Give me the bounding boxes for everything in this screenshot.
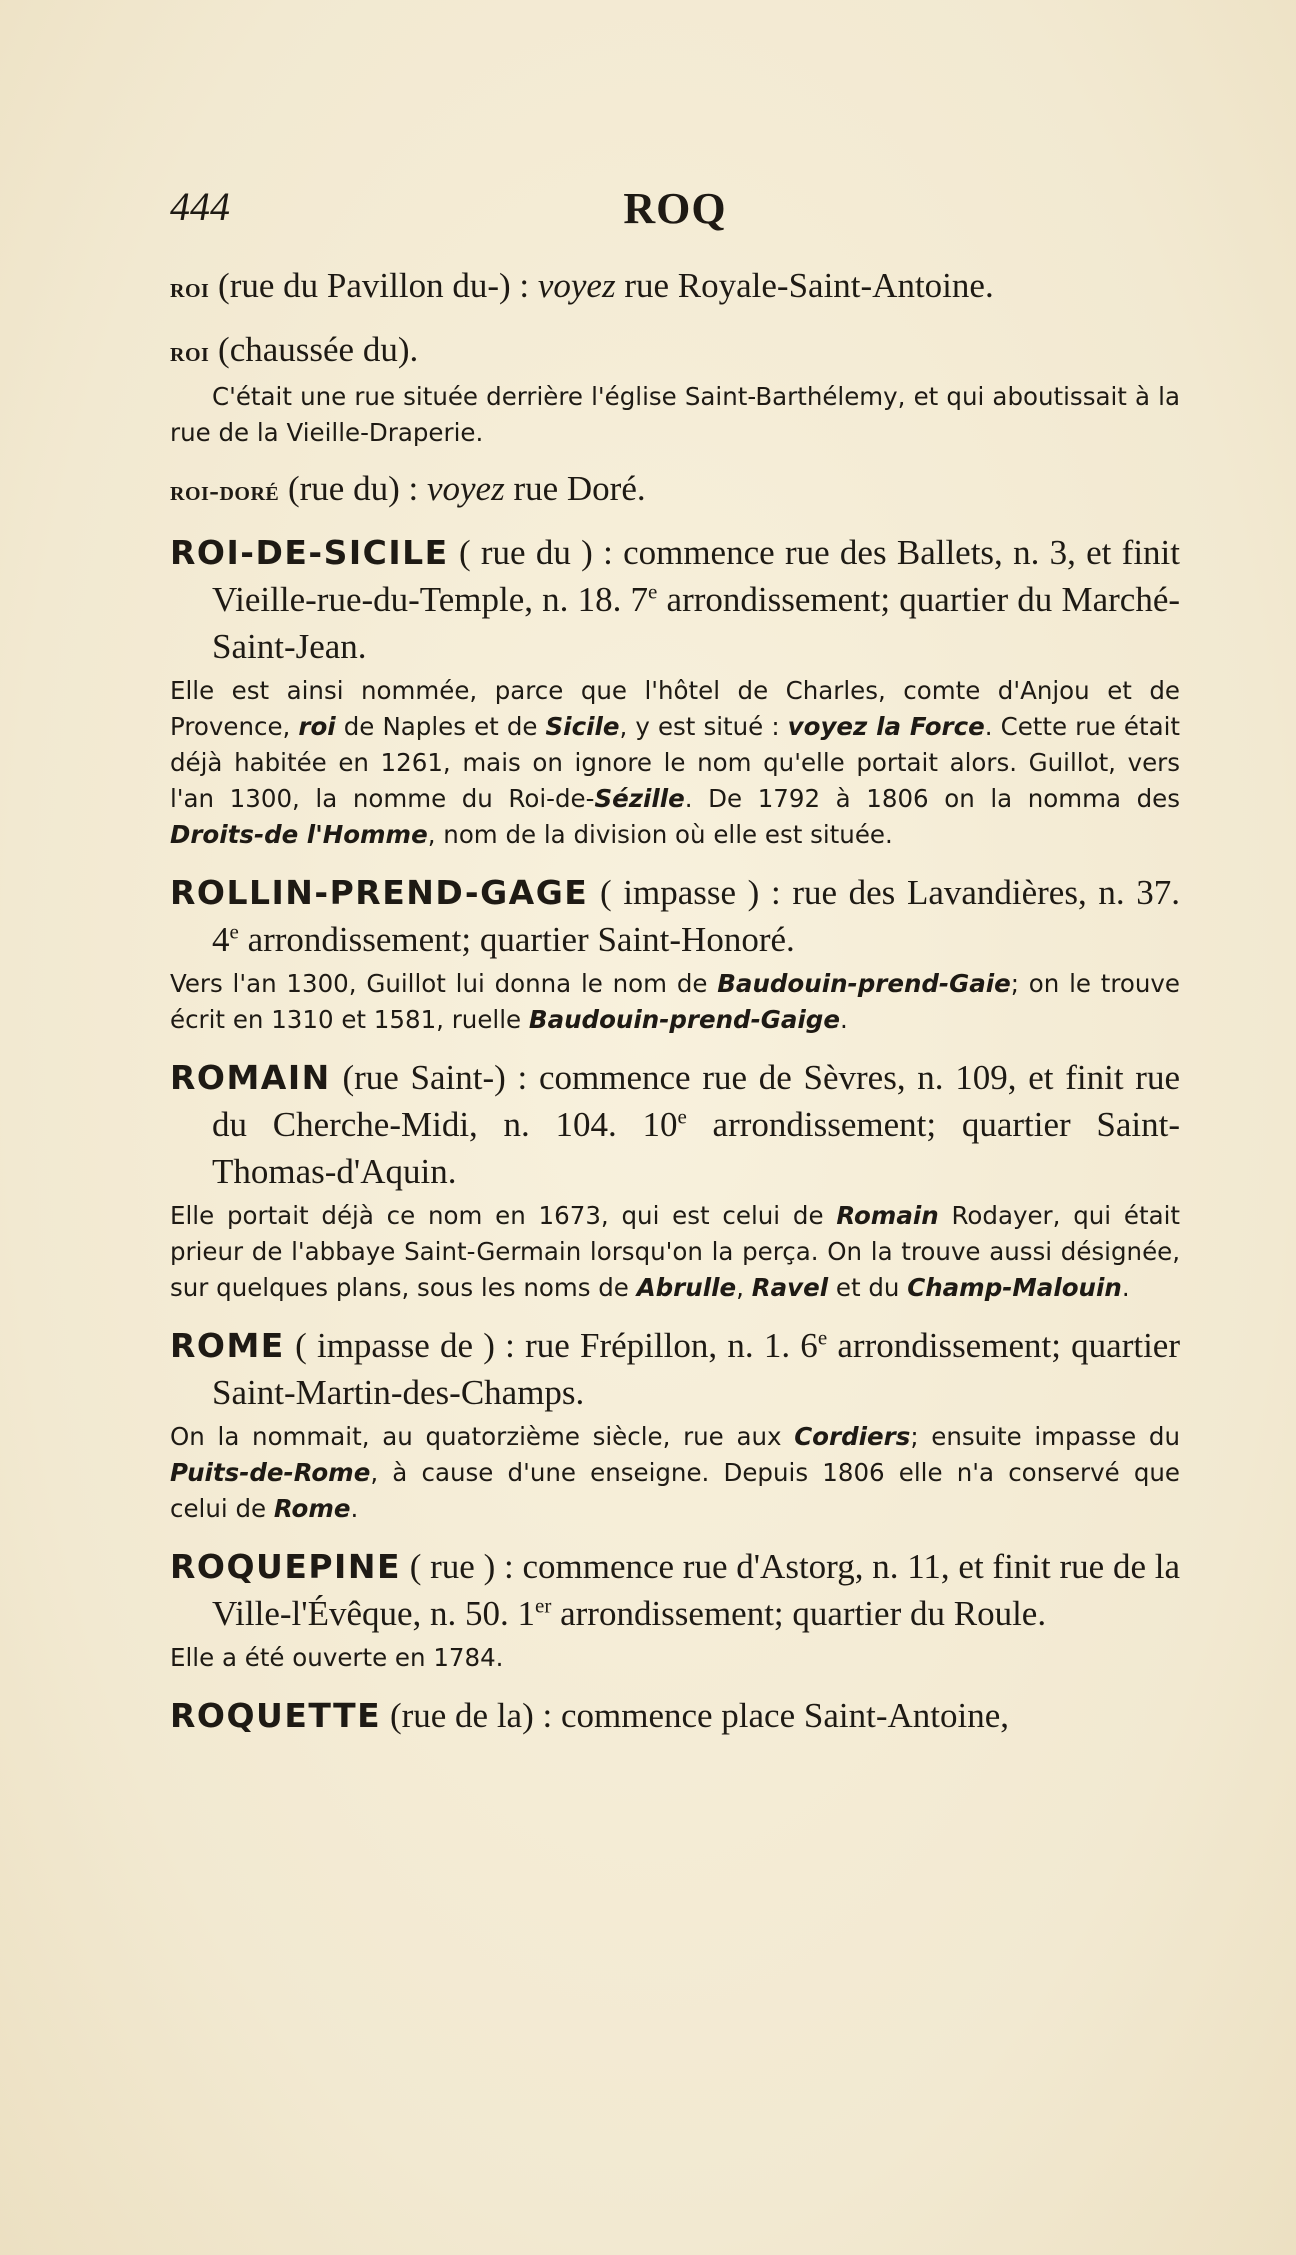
entry-text: (rue du) : (279, 469, 427, 508)
entry-text: arrondissement; quartier Saint-Honoré. (238, 920, 795, 959)
entry-rollin-prend-gage (170, 869, 1180, 1038)
entry-text: rue Royale-Saint-Antoine. (615, 266, 994, 305)
entry-text: arrondissement; quartier du Marché-Saint-Jean. (212, 580, 1181, 666)
entry-text: ( rue ) : commence rue d'Astorg, n. 11, et finit rue de la Ville-l'Évêque, n. 50. 1 (212, 1547, 1180, 1633)
entry-note: Elle a été ouverte en 1784. (170, 1643, 504, 1672)
entry-text-italic: voyez (537, 266, 616, 305)
entry-text: arrondissement; quartier Saint-Martin-des-Champs. (212, 1326, 1180, 1412)
entry-sup: er (535, 1593, 552, 1618)
dictionary-text (170, 262, 1180, 1755)
entry-head: roi-doré (170, 475, 280, 507)
entry-line (170, 1543, 1180, 1637)
entry-text: ( rue du ) : commence rue des Ballets, n. 3, et finit Vieille-rue-du-Temple, n. 18. 7 (212, 533, 1180, 619)
entry-line (170, 465, 1180, 515)
entry-note: C'était une rue située derrière l'église Saint-Barthélemy, et qui aboutissait à la rue de la Vieille-Draperie. (170, 382, 1180, 447)
entry-roi-chaussee (170, 326, 1180, 451)
entry-sup: e (648, 579, 658, 604)
entry-rome (170, 1322, 1180, 1527)
entry-head: ROME (170, 1326, 285, 1365)
entry-head: roi (170, 272, 210, 304)
entry-sup: e (817, 1325, 828, 1350)
page-number: 444 (170, 184, 230, 229)
entry-text: (rue de la) : commence place Saint-Antoine, (381, 1696, 1009, 1735)
running-head: ROQ (623, 184, 727, 233)
entry-text: ( impasse ) : rue des Lavandières, n. 37. 4 (212, 873, 1180, 959)
entry-text: arrondissement; quartier du Roule. (551, 1594, 1047, 1633)
entry-note: On la nommait, au quatorzième siècle, rue aux Cordiers; ensuite impasse du Puits-de-Rome, à cause d'une enseigne. Depuis 1806 elle n'a conservé que celui de Rome. (170, 1422, 1180, 1523)
entry-line (170, 529, 1180, 670)
entry-roquette (170, 1692, 1180, 1739)
entry-head: ROQUEPINE (170, 1547, 401, 1586)
entry-text: (rue du Pavillon du-) : (209, 266, 538, 305)
page-header (170, 183, 1180, 239)
entry-note: Elle est ainsi nommée, parce que l'hôtel de Charles, comte d'Anjou et de Provence, roi de Naples et de Sicile, y est situé : voyez la Force. Cette rue était déjà habitée en 1261, mais on ignore le nom qu'elle portait alors. Guillot, vers l'an 1300, la nomme du Roi-de-Sézille. De 1792 à 1806 on la nomma des Droits-de l'Homme, nom de la division où elle est située. (170, 676, 1181, 849)
entry-note: Vers l'an 1300, Guillot lui donna le nom de Baudouin-prend-Gaie; on le trouve écrit en 1310 et 1581, ruelle Baudouin-prend-Gaige. (170, 969, 1180, 1034)
entry-line (170, 326, 1180, 376)
entry-text-italic: voyez (426, 469, 505, 508)
entry-roi-de-sicile (170, 529, 1180, 853)
entry-roi-pavillon (170, 262, 1180, 312)
entry-text: (rue Saint-) : commence rue de Sèvres, n. 109, et finit rue du Cherche-Midi, n. 104. 10 (212, 1058, 1180, 1144)
entry-note: Elle portait déjà ce nom en 1673, qui est celui de Romain Rodayer, qui était prieur de l'abbaye Saint-Germain lorsqu'on la perça. On la trouve aussi désignée, sur quelques plans, sous les noms de Abrulle, Ravel et du Champ-Malouin. (170, 1201, 1180, 1302)
entry-head: ROQUETTE (170, 1696, 382, 1735)
entry-head: ROI-DE-SICILE (170, 533, 449, 572)
entry-line (170, 1054, 1180, 1195)
entry-line (170, 1692, 1180, 1739)
entry-text: arrondissement; quartier Saint-Thomas-d'Aquin. (212, 1105, 1181, 1191)
entry-line (170, 1322, 1180, 1416)
entry-roi-dore (170, 465, 1180, 515)
entry-line (170, 869, 1180, 963)
entry-head: ROLLIN-PREND-GAGE (170, 873, 589, 912)
entry-roquepine (170, 1543, 1180, 1676)
entry-head: ROMAIN (170, 1058, 331, 1097)
entry-text: rue Doré. (504, 469, 646, 508)
entry-text: (chaussée du). (209, 330, 419, 369)
entry-text: ( impasse de ) : rue Frépillon, n. 1. 6 (284, 1326, 818, 1365)
entry-sup: e (677, 1104, 687, 1129)
entry-head: roi (170, 336, 210, 368)
entry-romain (170, 1054, 1180, 1306)
entry-sup: e (229, 919, 239, 944)
entry-line (170, 262, 1180, 312)
